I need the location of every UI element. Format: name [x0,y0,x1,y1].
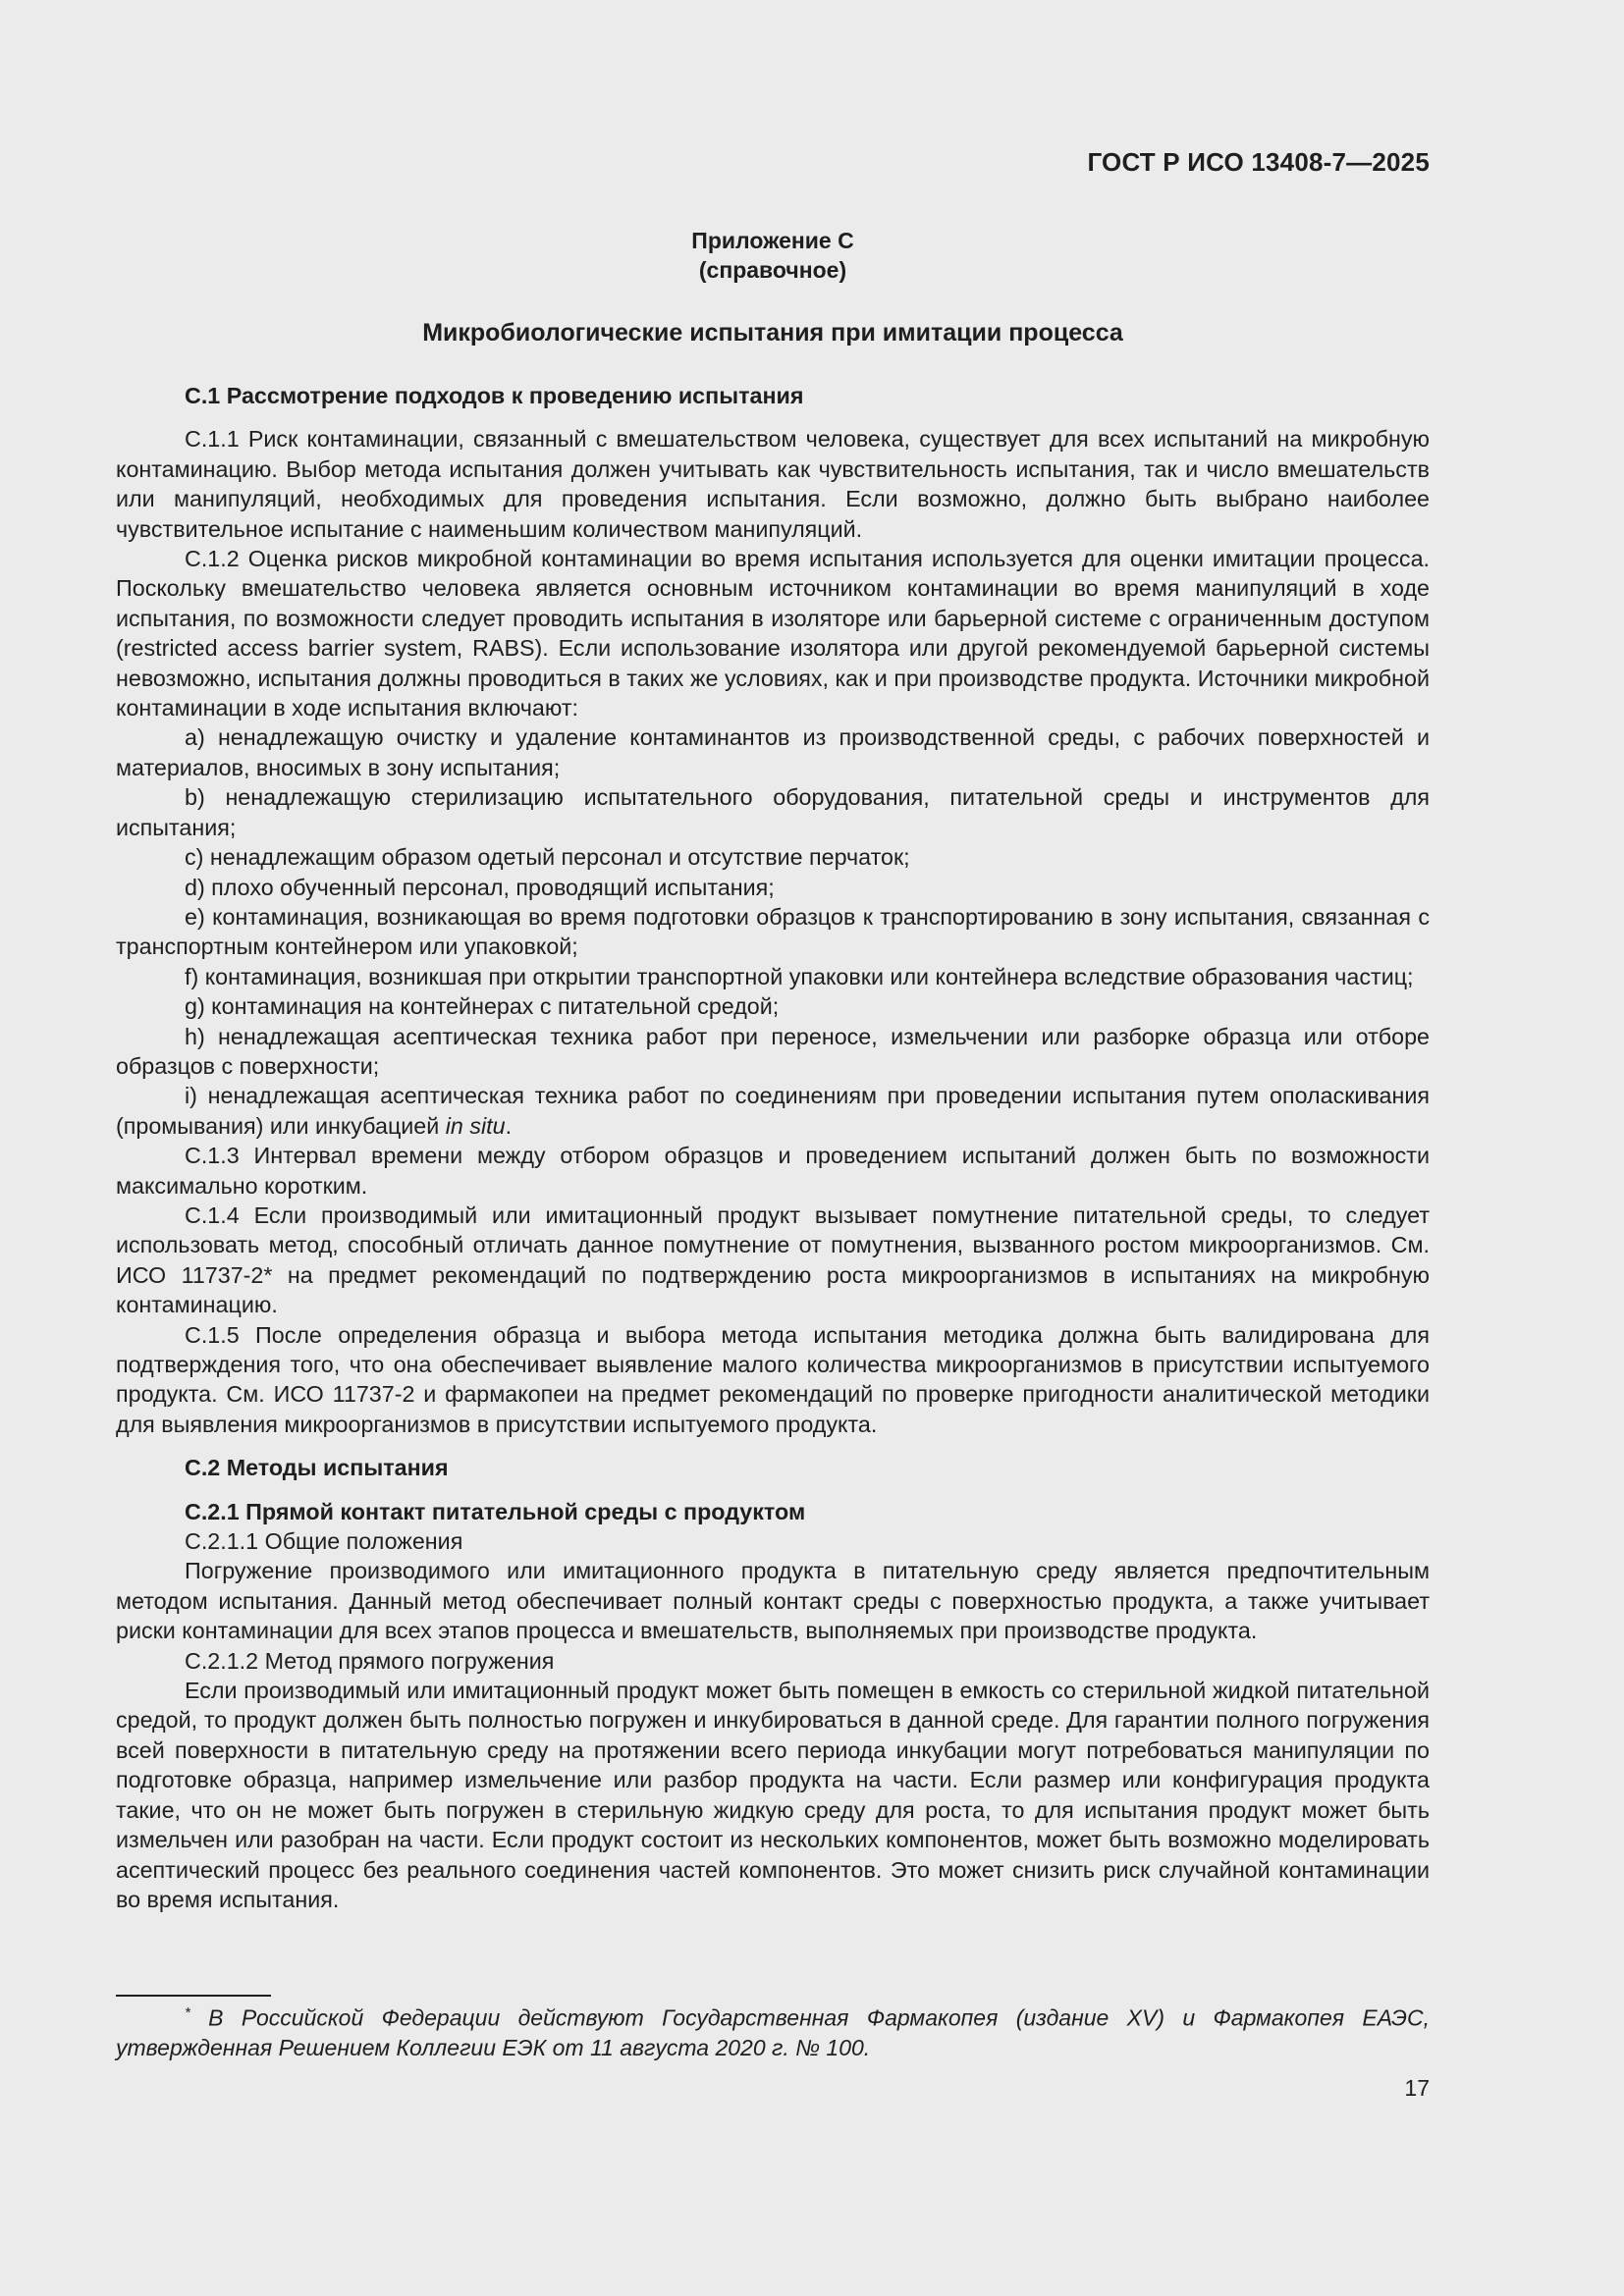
annex-status: (справочное) [698,257,847,283]
list-item-d: d) плохо обученный персонал, проводящий испытания; [185,874,775,900]
section-c1-heading: С.1 Рассмотрение подходов к проведению испытания [185,383,804,408]
footnote [116,1999,1430,2062]
paragraph-c1-4: С.1.4 Если производимый или имитационный продукт вызывает помутнение питательной среды, то следует использовать метод, способный отличать данное помутнение от помутнения, вызванного ростом микроорганизмов. См. ИСО 11737-2* на предмет рекомендаций по подтверждению роста микроорганизмов в испытаниях на микробную контаминацию. [116,1201,1430,1318]
list-item-f: f) контаминация, возникшая при открытии транспортной упаковки или контейнера вследствие образования частиц; [185,963,1414,989]
footnote-marker: * [185,2004,190,2021]
paragraph-c2-1-2: Если производимый или имитационный продукт может быть помещен в емкость со стерильной жидкой питательной средой, то продукт должен быть полностью погружен и инкубироваться в данной среде. Для гарантии полного погружения всей поверхности в питательную среду на протяжении всего периода инкубации могут потребоваться манипуляции по подготовке образца, например измельчение или разбор продукта на части. Если размер или конфигурация продукта такие, что он не может быть погружен в стерильную жидкую среду для роста, то для испытания продукт может быть измельчен или разобран на части. Если продукт состоит из нескольких компонентов, может быть возможно моделировать асептический процесс без реального соединения частей компонентов. Это может снизить риск случайной контаминации во время испытания. [116,1678,1430,1912]
list-item-b: b) ненадлежащую стерилизацию испытательного оборудования, питательной среды и инструментов для испытания; [116,784,1430,840]
section-c2-1-2-heading: С.2.1.2 Метод прямого погружения [185,1647,555,1674]
document-body [116,381,1430,1914]
list-item-c: c) ненадлежащим образом одетый персонал и отсутствие перчаток; [185,844,910,871]
list-item-i-text: i) ненадлежащая асептическая техника работ по соединениям при проведении испытания путем ополаскивания (промывания) или инкубацией [116,1083,1430,1139]
annex-label: Приложение C [691,228,854,253]
list-item-i-end: . [505,1112,513,1139]
list-item-g: g) контаминация на контейнерах с питательной средой; [185,993,780,1020]
page-number: 17 [1404,2075,1430,2101]
paragraph-c1-5: С.1.5 После определения образца и выбора метода испытания методика должна быть валидирована для подтверждения того, что она обеспечивает выявление малого количества микроорганизмов в присутствии испытуемого продукта. См. ИСО 11737-2 и фармакопеи на предмет рекомендаций по проверке пригодности аналитической методики для выявления микроорганизмов в присутствии испытуемого продукта. [116,1321,1430,1437]
list-item-i-italic: in situ [445,1112,506,1139]
section-c2-1-heading: С.2.1 Прямой контакт питательной среды с продуктом [185,1498,806,1524]
annex-title: Микробиологические испытания при имитации процесса [422,319,1123,347]
paragraph-c1-2: С.1.2 Оценка рисков микробной контаминации во время испытания используется для оценки имитации процесса. Поскольку вмешательство человека является основным источником контаминации во время манипуляций в ходе испытания, по возможности следует проводить испытания в изоляторе или барьерной системе с ограниченным доступом (restricted access barrier system, RABS). Если использование изолятора или другой рекомендуемой барьерной системы невозможно, испытания должны проводиться в таких же условиях, как и при производстве продукта. Источники микробной контаминации в ходе испытания включают: [116,546,1430,721]
footnote-text: В Российской Федерации действуют Государственная Фармакопея (издание XV) и Фармакопея ЕАЭС, утвержденная Решением Коллегии ЕЭК от 11 августа 2020 г. № 100. [116,2004,1430,2060]
list-item-i [116,1081,1430,1141]
annex-heading [116,226,1430,285]
paragraph-c1-1: С.1.1 Риск контаминации, связанный с вмешательством человека, существует для всех испытаний на микробную контаминацию. Выбор метода испытания должен учитывать как чувствительность испытания, так и число вмешательств или манипуляций, необходимых для проведения испытания. Если возможно, должно быть выбрано наиболее чувствительное испытание с наименьшим количеством манипуляций. [116,426,1430,542]
list-item-a: a) ненадлежащую очистку и удаление контаминантов из производственной среды, с рабочих поверхностей и материалов, вносимых в зону испытания; [116,724,1430,780]
list-item-e: e) контаминация, возникающая во время подготовки образцов к транспортированию в зону испытания, связанная с транспортным контейнером или упаковкой; [116,903,1430,960]
list-item-h: h) ненадлежащая асептическая техника работ при переносе, измельчении или разборке образца или отборе образцов с поверхности; [116,1023,1430,1079]
section-c2-1-1-heading: С.2.1.1 Общие положения [185,1528,463,1555]
paragraph-c1-3: С.1.3 Интервал времени между отбором образцов и проведением испытаний должен быть по возможности максимально коротким. [116,1143,1430,1199]
section-c2-heading: С.2 Методы испытания [185,1455,449,1481]
paragraph-c2-1-1: Погружение производимого или имитационного продукта в питательную среду является предпочтительным методом испытания. Данный метод обеспечивает полный контакт среды с поверхностью продукта, а также учитывает риски контаминации для всех этапов процесса и вмешательств, выполняемых при производстве продукта. [116,1558,1430,1644]
document-code: ГОСТ Р ИСО 13408-7—2025 [1087,147,1430,177]
footnote-divider [116,1995,271,1997]
document-page [116,0,1430,2296]
